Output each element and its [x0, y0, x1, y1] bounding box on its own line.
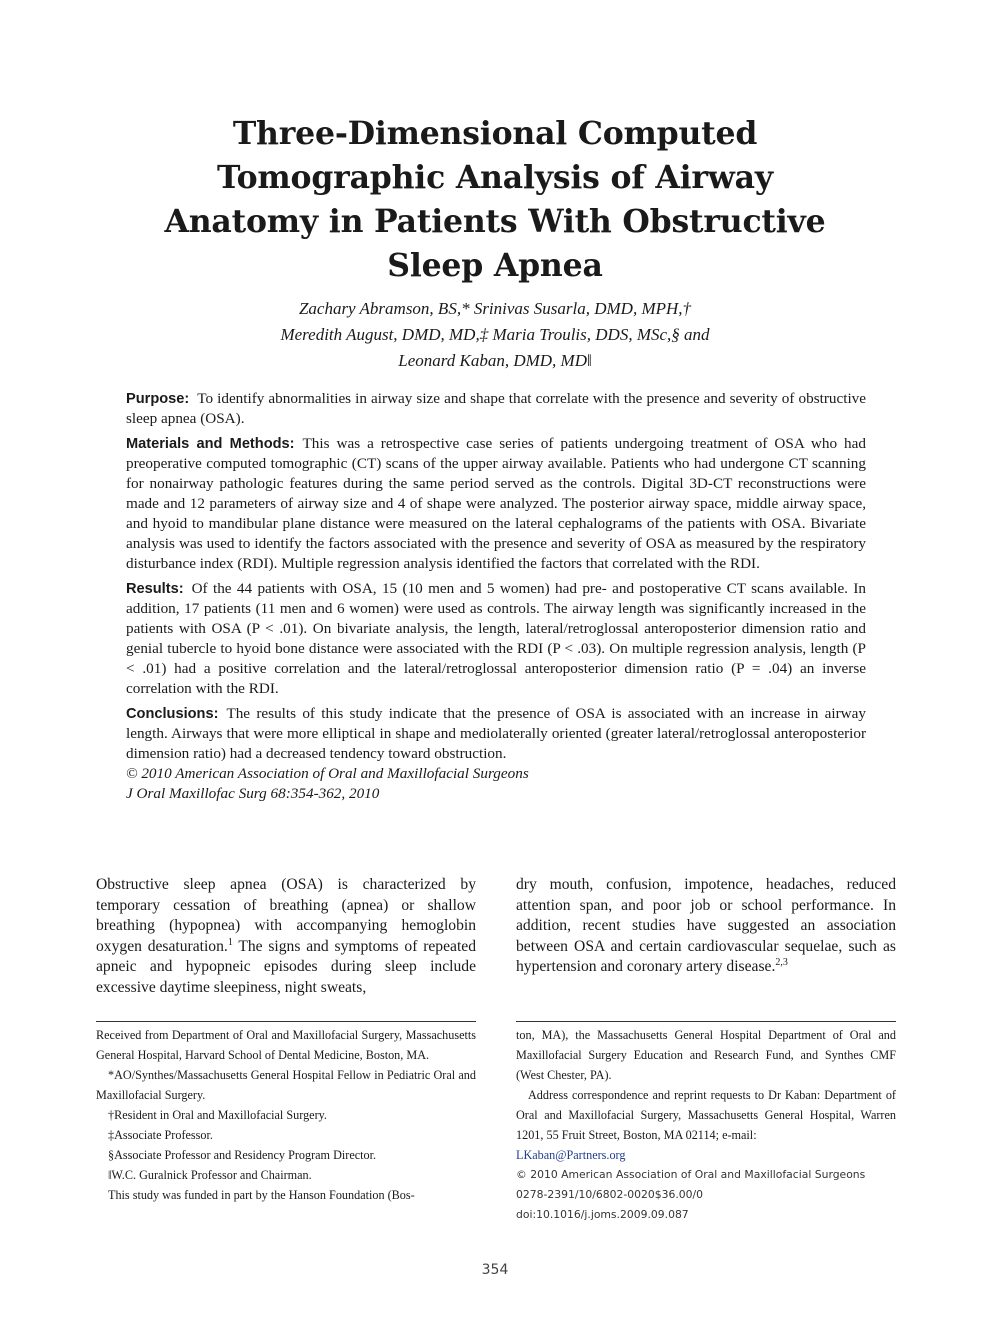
abstract	[126, 389, 866, 809]
footnote-affiliation: ‖W.C. Guralnick Professor and Chairman.	[108, 1168, 312, 1182]
results-text: Of the 44 patients with OSA, 15 (10 men and 5 women) had pre- and postoperative CT scans available. In addition, 17 patients (11 men and 6 women) were used as controls. The airway length was significantly increased in the patients with OSA (P < .01). On bivariate analysis, the length, lateral/retroglossal anteroposterior dimension ratio and genial tubercle to hyoid bone distance were associated with the RDI (P < .03). On multiple regression analysis, length (P < .01) had a positive correlation and the lateral/retroglossal anteroposterior dimension ratio (P = .04) an inverse correlation with the RDI.	[126, 580, 866, 697]
abstract-purpose	[126, 389, 866, 429]
author-line: Leonard Kaban, DMD, MD‖	[398, 351, 592, 370]
conclusions-text: The results of this study indicate that the presence of OSA is associated with an increase in airway length. Airways that were more elliptical in shape and mediolaterally oriented (greater lateral/retroglossal anteroposterior dimension ratio) had a decreased tendency toward obstruction.	[126, 705, 866, 762]
title-line: Tomographic Analysis of Airway	[216, 159, 774, 196]
author-line: Meredith August, DMD, MD,‡ Maria Troulis, DDS, MSc,§ and	[280, 325, 710, 344]
footnote-copyright: © 2010 American Association of Oral and Maxillofacial Surgeons	[516, 1168, 866, 1181]
reference-link[interactable]: 1	[227, 936, 233, 948]
conclusions-label: Conclusions:	[126, 706, 219, 722]
title-line: Sleep Apnea	[387, 247, 603, 284]
methods-label: Materials and Methods:	[126, 436, 295, 452]
footnote-divider	[516, 1021, 896, 1022]
body-text: The signs and symptoms of repeated apneic and hypopneic episodes during sleep include excessive daytime sleepiness, night sweats,	[96, 937, 476, 996]
footnote-funding: This study was funded in part by the Hanson Foundation (Bos-	[108, 1188, 415, 1202]
footnote-affiliation: §Associate Professor and Residency Program Director.	[108, 1148, 377, 1162]
footnote-address: Address correspondence and reprint requests to Dr Kaban: Department of Oral and Maxillofacial Surgery, Massachusetts General Hospital, Warren 1201, 55 Fruit Street, Boston, MA 02114; e-mail:	[516, 1088, 896, 1142]
footnote-received: Received from Department of Oral and Maxillofacial Surgery, Massachusetts General Hospital, Harvard School of Dental Medicine, Boston, MA.	[96, 1028, 476, 1062]
body-text: Obstructive sleep apnea (OSA) is characterized by temporary cessation of breathing (apnea) or shallow breathing (hypopnea) with accompanying hemoglobin oxygen desaturation.	[96, 876, 476, 955]
article-title	[95, 112, 895, 288]
footnote-funding-cont: ton, MA), the Massachusetts General Hospital Department of Oral and Maxillofacial Surgery Education and Research Fund, and Synthes CMF (West Chester, PA).	[516, 1028, 896, 1082]
email-link[interactable]: LKaban@Partners.org	[516, 1148, 626, 1162]
footnote-divider	[96, 1021, 476, 1022]
abstract-copyright: © 2010 American Association of Oral and Maxillofacial Surgeons	[126, 765, 529, 782]
abstract-results	[126, 579, 866, 699]
abstract-methods	[126, 434, 866, 574]
footnote-affiliation: ‡Associate Professor.	[108, 1128, 213, 1142]
results-label: Results:	[126, 581, 184, 597]
abstract-conclusions	[126, 704, 866, 804]
body-paragraph	[96, 875, 476, 999]
footnote-issn: 0278-2391/10/6802-0020$36.00/0	[516, 1188, 704, 1201]
reference-link[interactable]: 2,3	[775, 957, 788, 969]
author-list	[95, 296, 895, 374]
purpose-text: To identify abnormalities in airway size and shape that correlate with the presence and severity of obstructive sleep apnea (OSA).	[126, 390, 866, 427]
body-paragraph	[516, 875, 896, 978]
title-line: Anatomy in Patients With Obstructive	[164, 203, 826, 240]
footnote-doi[interactable]: doi:10.1016/j.joms.2009.09.087	[516, 1208, 689, 1221]
body-column-left	[96, 875, 476, 999]
author-line: Zachary Abramson, BS,* Srinivas Susarla, DMD, MPH,†	[298, 299, 692, 318]
page-number: 354	[481, 1262, 509, 1278]
purpose-label: Purpose:	[126, 391, 190, 407]
body-column-right	[516, 875, 896, 978]
footnotes-left	[96, 1025, 476, 1205]
footnote-affiliation: *AO/Synthes/Massachusetts General Hospital Fellow in Pediatric Oral and Maxillofacial Surgery.	[96, 1068, 476, 1102]
title-line: Three-Dimensional Computed	[232, 115, 758, 152]
footnotes-right	[516, 1025, 896, 1225]
methods-text: This was a retrospective case series of patients undergoing treatment of OSA who had preoperative computed tomographic (CT) scans of the upper airway available. Patients who had undergone CT scanning for nonairway pathologic features during the same period served as the controls. Digital 3D-CT reconstructions were made and 12 parameters of airway size and 4 of shape were analyzed. The posterior airway space, middle airway space, and hyoid to mandibular plane distance were measured on the lateral cephalograms of the patients with OSA. Bivariate analysis was used to identify the factors associated with the presence and severity of OSA as measured by the respiratory disturbance index (RDI). Multiple regression analysis identified the factors that correlated with the RDI.	[126, 435, 866, 572]
footnote-affiliation: †Resident in Oral and Maxillofacial Surgery.	[108, 1108, 327, 1122]
body-text: dry mouth, confusion, impotence, headaches, reduced attention span, and poor job or school performance. In addition, recent studies have suggested an association between OSA and certain cardiovascular sequelae, such as hypertension and coronary artery disease.	[516, 876, 896, 976]
journal-citation: J Oral Maxillofac Surg 68:354-362, 2010	[126, 785, 380, 802]
